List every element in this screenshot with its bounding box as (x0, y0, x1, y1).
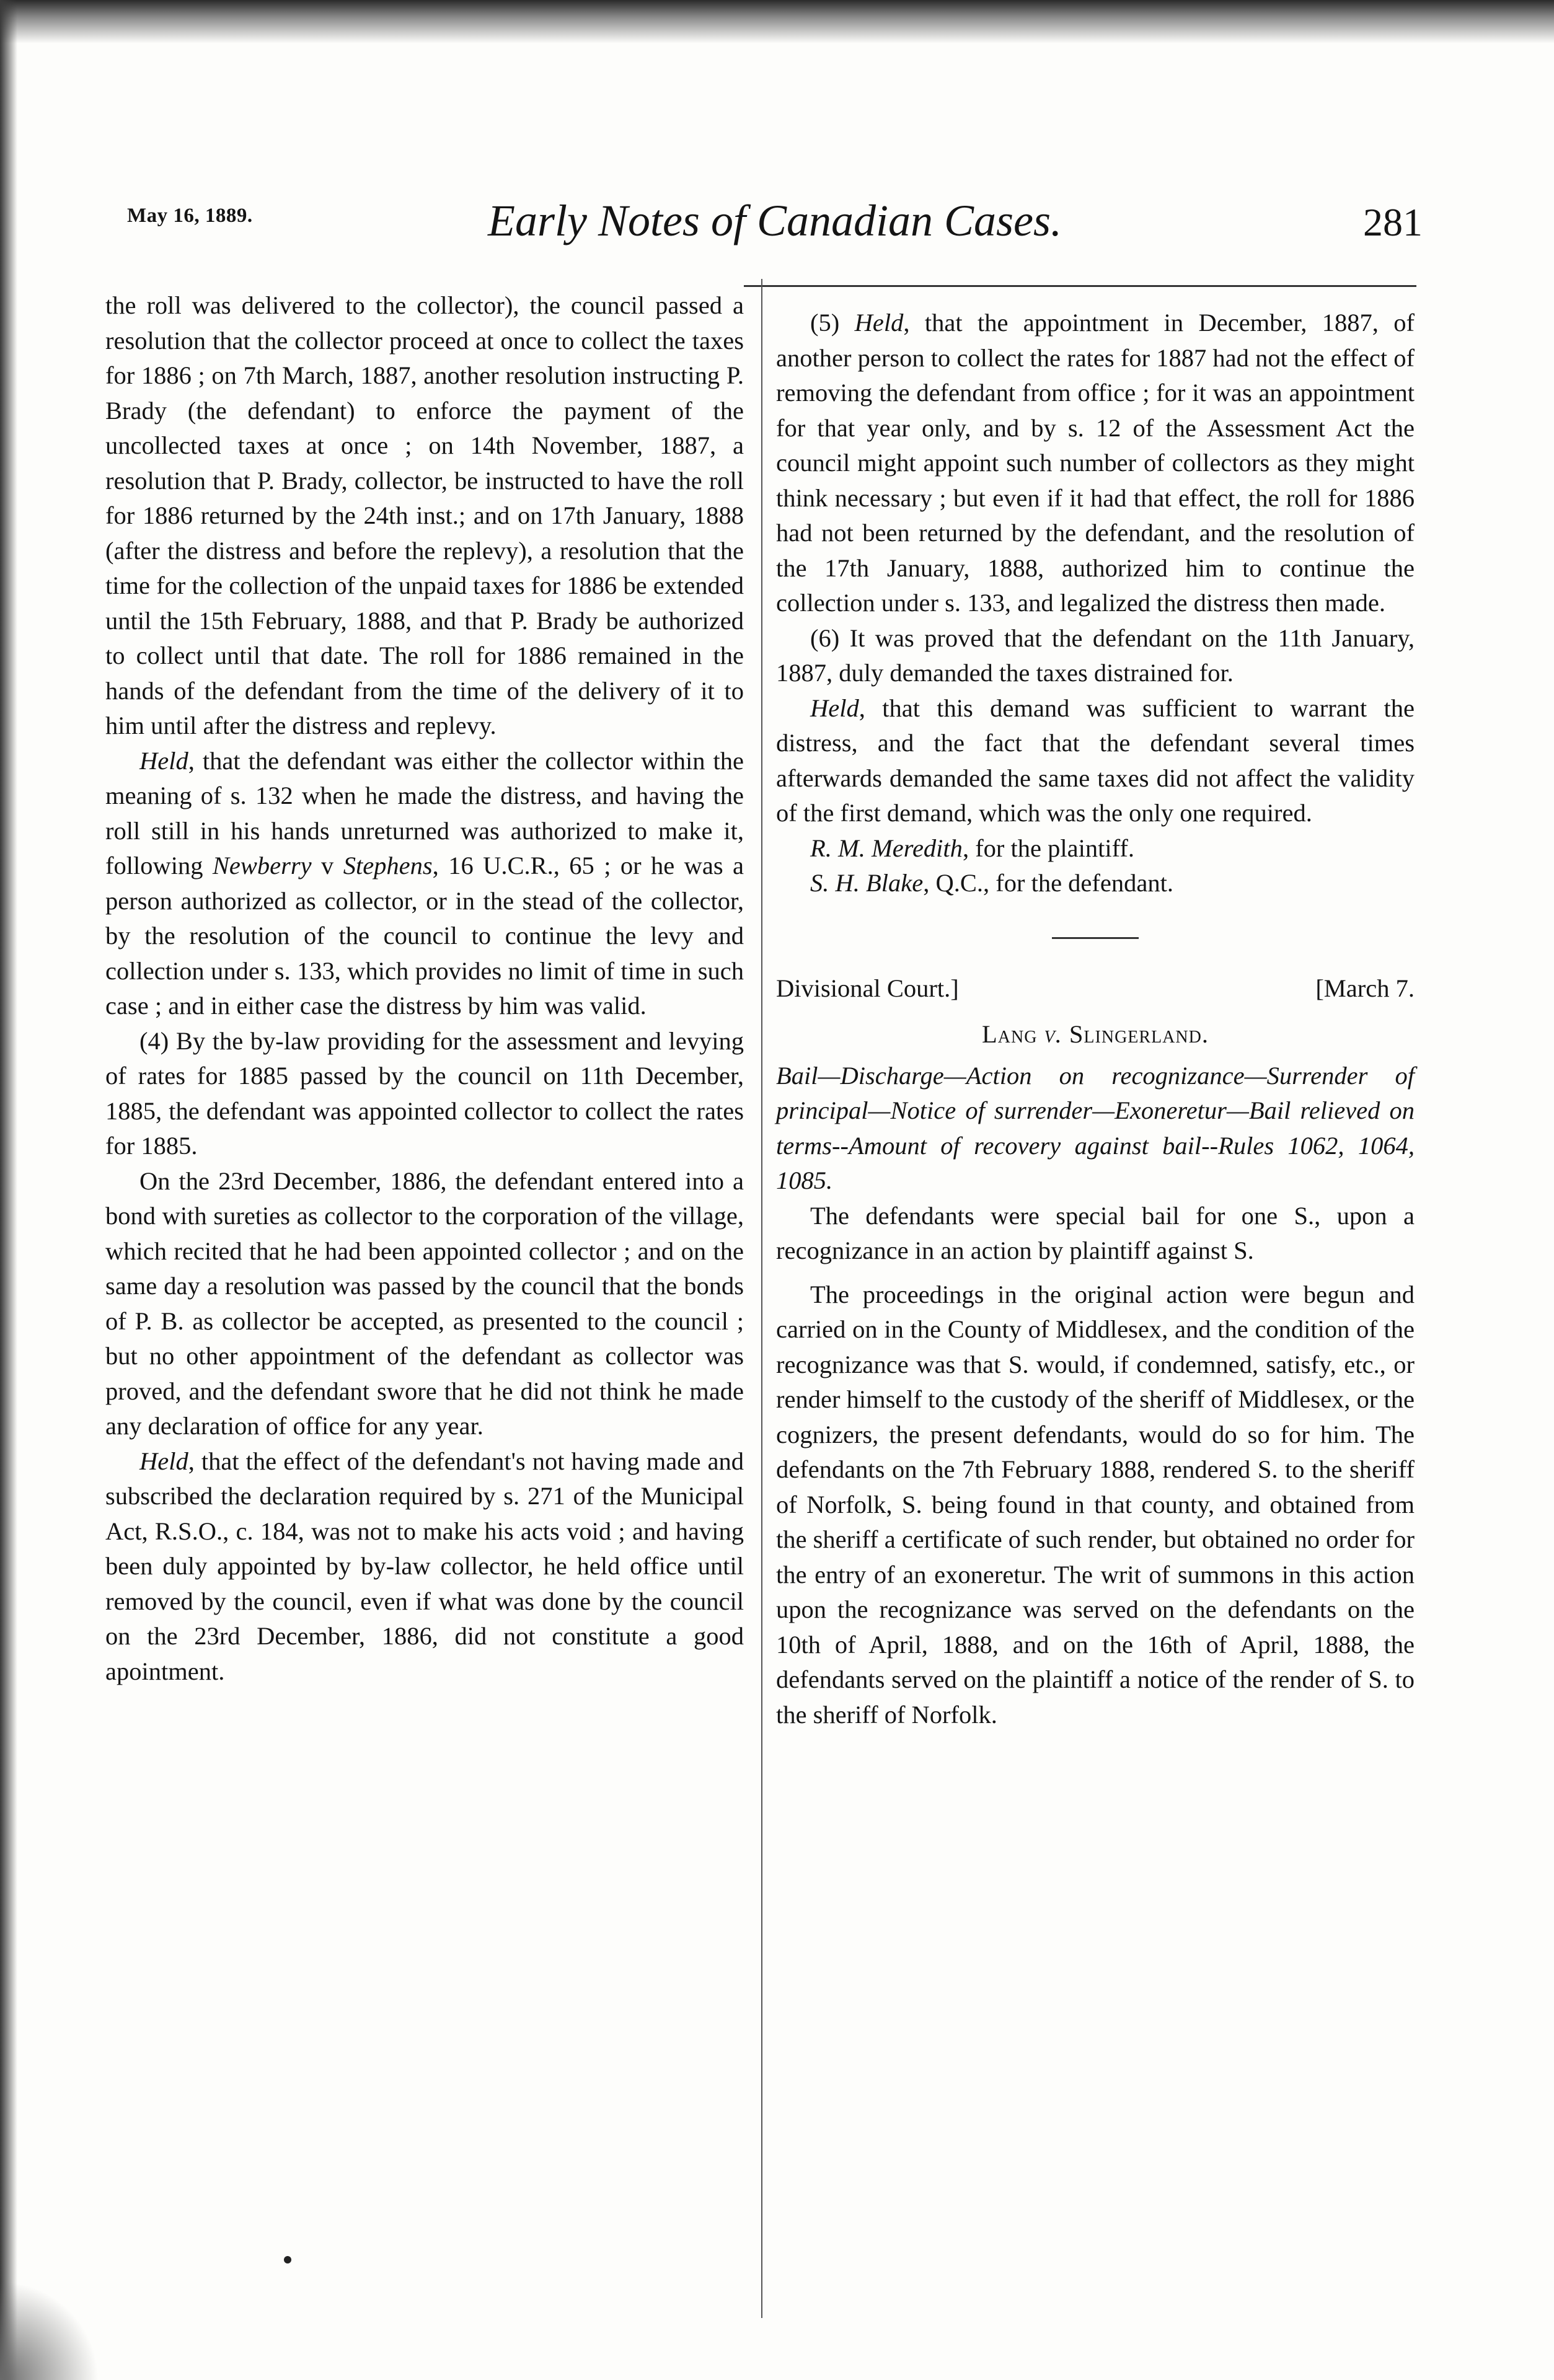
paragraph: Held, that this demand was sufficient to warrant the distress, and the fact that the defendant several times afterwards demanded the same taxes did not affect the validity of the first demand, which was the only one required. (776, 694, 1415, 827)
scan-shadow-left (0, 0, 17, 2380)
court-line (776, 971, 1415, 1007)
held-label: Held (139, 746, 188, 775)
paragraph: The proceedings in the original action were begun and carried on in the County of Middlesex, and the condition of the recognizance was that S. would, if condemned, satisfy, etc., or render himself to the custody of the sheriff of Middlesex, or the cognizers, the present defendants, would do so for him. The defendants on the 7th February 1888, rendered S. to the sheriff of Norfolk, S. being found in that county, and obtained from the sheriff a certificate of such render, but obtained no order for the entry of an exoneretur. The writ of summons in this action upon the recognizance was served on the defendants on the 10th of April, 1888, and on the 16th of April, 1888, the defendants served on the plaintiff a notice of the render of S. to the sheriff of Norfolk. (776, 1280, 1415, 1729)
case-title: Lang v. Slingerland. (982, 1020, 1209, 1048)
paragraph: the roll was delivered to the collector), the council passed a resolution that the collector proceed at once to collect the taxes for 1886 ; on 7th March, 1887, another resolution instructing P. Brady (the defendant) to enforce the payment of the uncollected taxes at once ; on 14th November, 1887, a resolution that P. Brady, collector, be instructed to have the roll for 1886 returned by the 24th inst.; and on 17th January, 1888 (after the distress and before the replevy), a resolution that the time for the collection of the unpaid taxes for 1886 be extended until the 15th February, 1888, and that P. Brady be authorized to collect until that date. The roll for 1886 remained in the hands of the defendant from the time of the delivery of it to him until after the distress and replevy. (105, 291, 744, 739)
case-citation: Stephens (343, 852, 433, 879)
held-label: Held (854, 309, 904, 337)
court-name: Divisional Court.] (776, 974, 959, 1002)
paragraph: (4) By the by-law providing for the assessment and levying of rates for 1885 passed by the council on 11th December, 1885, the defendant was appointed collector to collect the rates for 1885. (105, 1026, 744, 1160)
ink-dot (284, 2256, 291, 2263)
left-column (105, 288, 744, 1689)
column-divider (761, 279, 762, 2318)
paragraph: Held, that the defendant was either the collector within the meaning of s. 132 when he made the distress, and having the roll still in his hands unreturned was authorized to make it, following Newberry v Stephens, 16 U.C.R., 65 ; or he was a person authorized as collector, or in the stead of the collector, by the resolution of the council to continue the levy and collection under s. 133, which provides no limit of time in such case ; and in either case the distress by him was valid. (105, 746, 744, 1020)
counsel-line: S. H. Blake, Q.C., for the defendant. (810, 869, 1173, 897)
scan-shadow-corner (0, 2281, 99, 2380)
held-label: Held (139, 1447, 188, 1475)
paragraph: On the 23rd December, 1886, the defendant entered into a bond with sureties as collector to the corporation of the village, which recited that he had been appointed collector ; and on the same day a resolution was passed by the council that the bonds of P. B. as collector be accepted, as presented to the council ; but no other appointment of the defendant as collector was proved, and the defendant swore that he did not think he made any declaration of office for any year. (105, 1166, 744, 1440)
page-header (127, 192, 1423, 267)
court-date: [March 7. (1315, 974, 1415, 1002)
paragraph: Held, that the effect of the defendant's not having made and subscribed the declaration required by s. 271 of the Municipal Act, R.S.O., c. 184, was not to make his acts void ; and having been duly appointed by by-law collector, he held office until removed by the council, even if what was done by the council on the 23rd December, 1886, did not constitute a good apointment. (105, 1447, 744, 1685)
header-rule (744, 285, 1416, 287)
scan-shadow-top (0, 0, 1554, 43)
right-column (776, 288, 1415, 1732)
running-title: Early Notes of Canadian Cases. (487, 196, 1062, 245)
counsel-line: R. M. Meredith, for the plaintiff. (810, 834, 1134, 862)
page-number: 281 (1363, 200, 1423, 244)
held-label: Held (810, 694, 859, 722)
issue-date: May 16, 1889. (127, 205, 253, 227)
headnote: Bail—Discharge—Action on recognizance—Surrender of principal—Notice of surrender—Exoneretur—Bail relieved on terms--Amount of recovery against bail--Rules 1062, 1064, 1085. (776, 1061, 1415, 1194)
section-separator (1052, 937, 1139, 939)
paragraph: The defendants were special bail for one S., upon a recognizance in an action by plaintiff against S. (776, 1201, 1415, 1264)
paragraph: (6) It was proved that the defendant on the 11th January, 1887, duly demanded the taxes distrained for. (776, 624, 1415, 687)
case-citation: Newberry (212, 852, 312, 879)
paragraph: (5) Held, that the appointment in December, 1887, of another person to collect the rates for 1887 had not the effect of removing the defendant from office ; for it was an appointment for that year only, and by s. 12 of the Assessment Act the council might appoint such number of collectors as they might think necessary ; but even if it had that effect, the roll for 1886 had not been returned by the defendant, and the resolution of the 17th January, 1888, authorized him to continue the collection under s. 133, and legalized the distress then made. (776, 309, 1415, 617)
